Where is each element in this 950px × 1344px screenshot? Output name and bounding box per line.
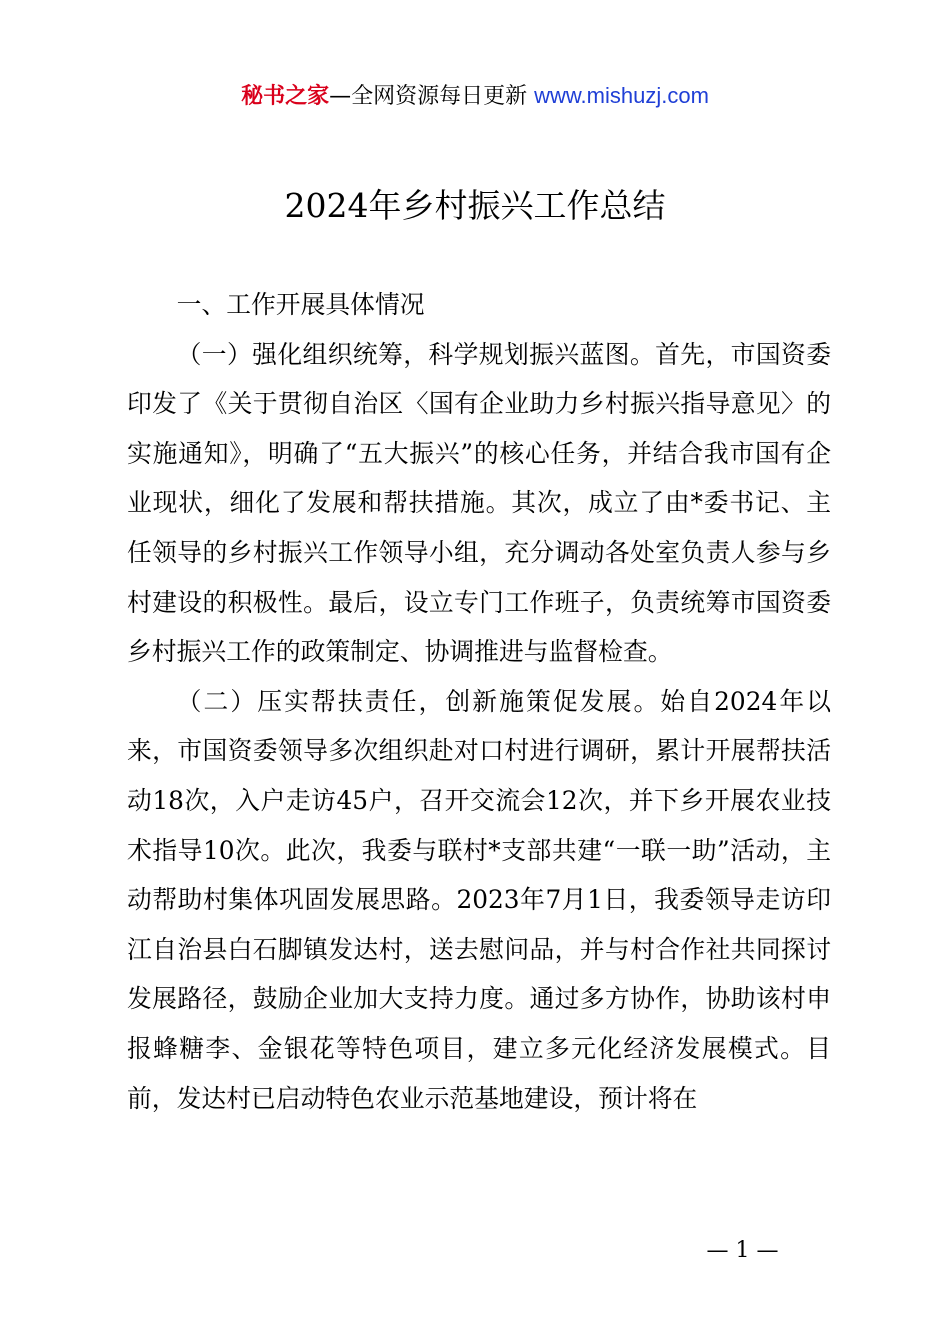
site-slogan: —全网资源每日更新 (329, 84, 535, 109)
page-footer (0, 1236, 950, 1266)
section-heading: 一、工作开展具体情况 (176, 290, 425, 319)
site-header (0, 80, 950, 113)
document-title: 2024年乡村振兴工作总结 (284, 186, 666, 225)
site-url-link[interactable]: www.mishuzj.com (534, 83, 709, 108)
page-number: — 1 — (706, 1238, 779, 1263)
paragraph-organization: （一）强化组织统筹，科学规划振兴蓝图。首先，市国资委印发了《关于贯彻自治区〈国有企业助力乡村振兴指导意见〉的实施通知》，明确了“五大振兴”的核心任务，并结合我市国有企业现状，细化了发展和帮扶措施。其次，成立了由*委书记、主任领导的乡村振兴工作领导小组，充分调动各处室负责人参与乡村建设的积极性。最后，设立专门工作班子，负责统筹市国资委乡村振兴工作的政策制定、协调推进与监督检查。 (127, 339, 831, 667)
document-body (127, 280, 831, 1123)
paragraph-responsibility: （二）压实帮扶责任，创新施策促发展。始自2024年以来，市国资委领导多次组织赴对口村进行调研，累计开展帮扶活动18次，入户走访45户，召开交流会12次，并下乡开展农业技术指导10次。此次，我委与联村*支部共建“一联一助”活动，主动帮助村集体巩固发展思路。2023年7月1日，我委领导走访印江自治县白石脚镇发达村，送去慰问品，并与村合作社共同探讨发展路径，鼓励企业加大支持力度。通过多方协作，协助该村申报蜂糖李、金银花等特色项目，建立多元化经济发展模式。目前，发达村已启动特色农业示范基地建设，预计将在 (127, 686, 831, 1113)
site-brand: 秘书之家 (241, 84, 330, 109)
